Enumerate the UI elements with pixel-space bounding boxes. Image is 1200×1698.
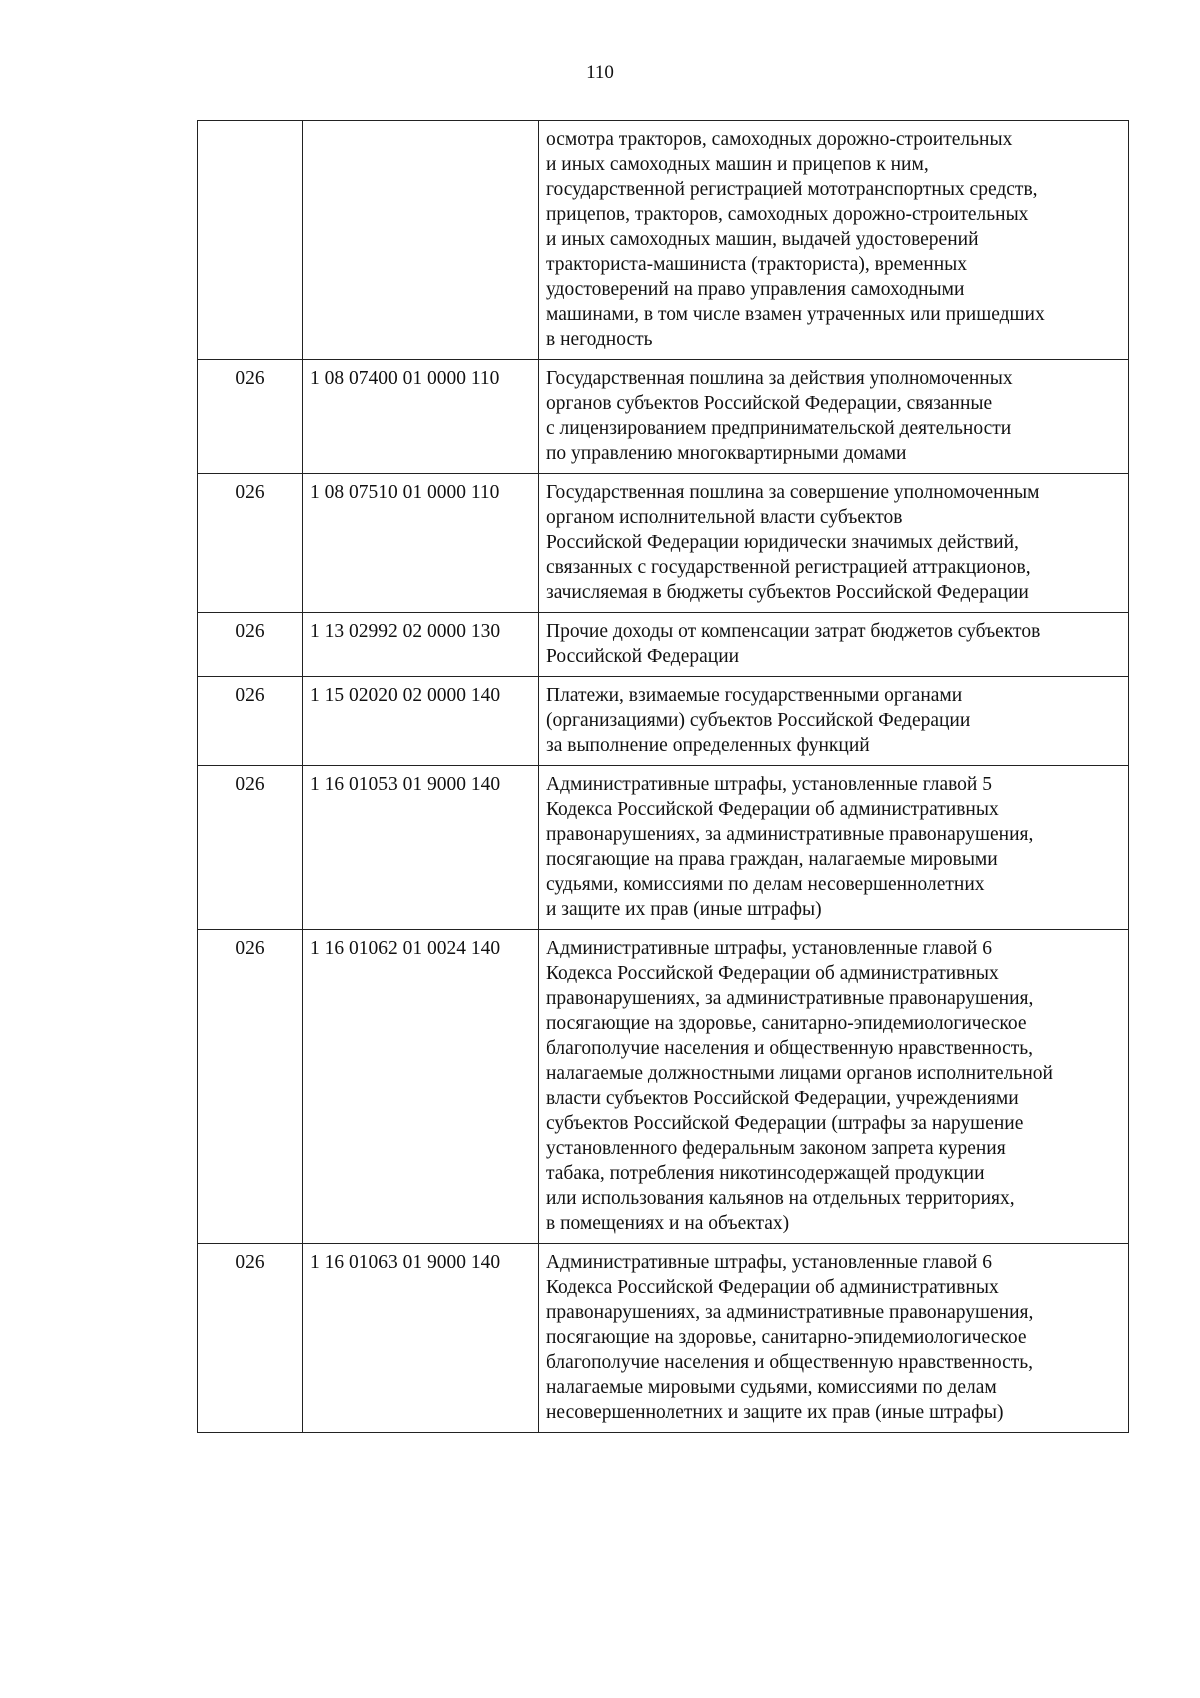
revenue-name-cell: Административные штрафы, установленные главой 6 Кодекса Российской Федерации об административных правонарушениях, за административные правонарушения, посягающие на здоровье, санитарно-эпидемиологическое благополучие населения и общественную нравственность, налагаемые мировыми судьями, комиссиями по делам несовершеннолетних и защите их прав (иные штрафы) xyxy=(539,1244,1129,1433)
budget-classification-code-cell: 1 16 01063 01 9000 140 xyxy=(303,1244,539,1433)
administrator-code-cell: 026 xyxy=(198,766,303,930)
revenue-name-cell: Прочие доходы от компенсации затрат бюджетов субъектов Российской Федерации xyxy=(539,613,1129,677)
table-row xyxy=(198,474,1129,613)
revenue-name-cell: Платежи, взимаемые государственными органами (организациями) субъектов Российской Федерации за выполнение определенных функций xyxy=(539,677,1129,766)
administrator-code-cell xyxy=(198,121,303,360)
table-row xyxy=(198,1244,1129,1433)
table-row xyxy=(198,677,1129,766)
administrator-code-cell: 026 xyxy=(198,930,303,1244)
administrator-code-cell: 026 xyxy=(198,360,303,474)
revenue-name-cell: осмотра тракторов, самоходных дорожно-строительных и иных самоходных машин и прицепов к ним, государственной регистрацией мототранспортных средств, прицепов, тракторов, самоходных дорожно-строительных и иных самоходных машин, выдачей удостоверений тракториста-машиниста (тракториста), временных удостоверений на право управления самоходными машинами, в том числе взамен утраченных или пришедших в негодность xyxy=(539,121,1129,360)
table-row xyxy=(198,930,1129,1244)
budget-classification-code-cell: 1 08 07400 01 0000 110 xyxy=(303,360,539,474)
administrator-code-cell: 026 xyxy=(198,613,303,677)
budget-classification-code-cell: 1 13 02992 02 0000 130 xyxy=(303,613,539,677)
revenue-name-cell: Государственная пошлина за совершение уполномоченным органом исполнительной власти субъектов Российской Федерации юридически значимых действий, связанных с государственной регистрацией аттракционов, зачисляемая в бюджеты субъектов Российской Федерации xyxy=(539,474,1129,613)
revenue-codes-table xyxy=(197,120,1129,1433)
table-row xyxy=(198,613,1129,677)
revenue-name-cell: Государственная пошлина за действия уполномоченных органов субъектов Российской Федерации, связанные с лицензированием предпринимательской деятельности по управлению многоквартирными домами xyxy=(539,360,1129,474)
administrator-code-cell: 026 xyxy=(198,677,303,766)
budget-classification-code-cell: 1 16 01062 01 0024 140 xyxy=(303,930,539,1244)
budget-classification-code-cell: 1 08 07510 01 0000 110 xyxy=(303,474,539,613)
administrator-code-cell: 026 xyxy=(198,474,303,613)
revenue-name-cell: Административные штрафы, установленные главой 5 Кодекса Российской Федерации об административных правонарушениях, за административные правонарушения, посягающие на права граждан, налагаемые мировыми судьями, комиссиями по делам несовершеннолетних и защите их прав (иные штрафы) xyxy=(539,766,1129,930)
revenue-name-cell: Административные штрафы, установленные главой 6 Кодекса Российской Федерации об административных правонарушениях, за административные правонарушения, посягающие на здоровье, санитарно-эпидемиологическое благополучие населения и общественную нравственность, налагаемые должностными лицами органов исполнительной власти субъектов Российской Федерации, учреждениями субъектов Российской Федерации (штрафы за нарушение установленного федеральным законом запрета курения табака, потребления никотинсодержащей продукции или использования кальянов на отдельных территориях, в помещениях и на объектах) xyxy=(539,930,1129,1244)
page-number: 110 xyxy=(586,62,614,83)
table-row xyxy=(198,360,1129,474)
table-row xyxy=(198,121,1129,360)
budget-classification-code-cell: 1 15 02020 02 0000 140 xyxy=(303,677,539,766)
administrator-code-cell: 026 xyxy=(198,1244,303,1433)
table-row xyxy=(198,766,1129,930)
budget-classification-code-cell xyxy=(303,121,539,360)
budget-classification-code-cell: 1 16 01053 01 9000 140 xyxy=(303,766,539,930)
